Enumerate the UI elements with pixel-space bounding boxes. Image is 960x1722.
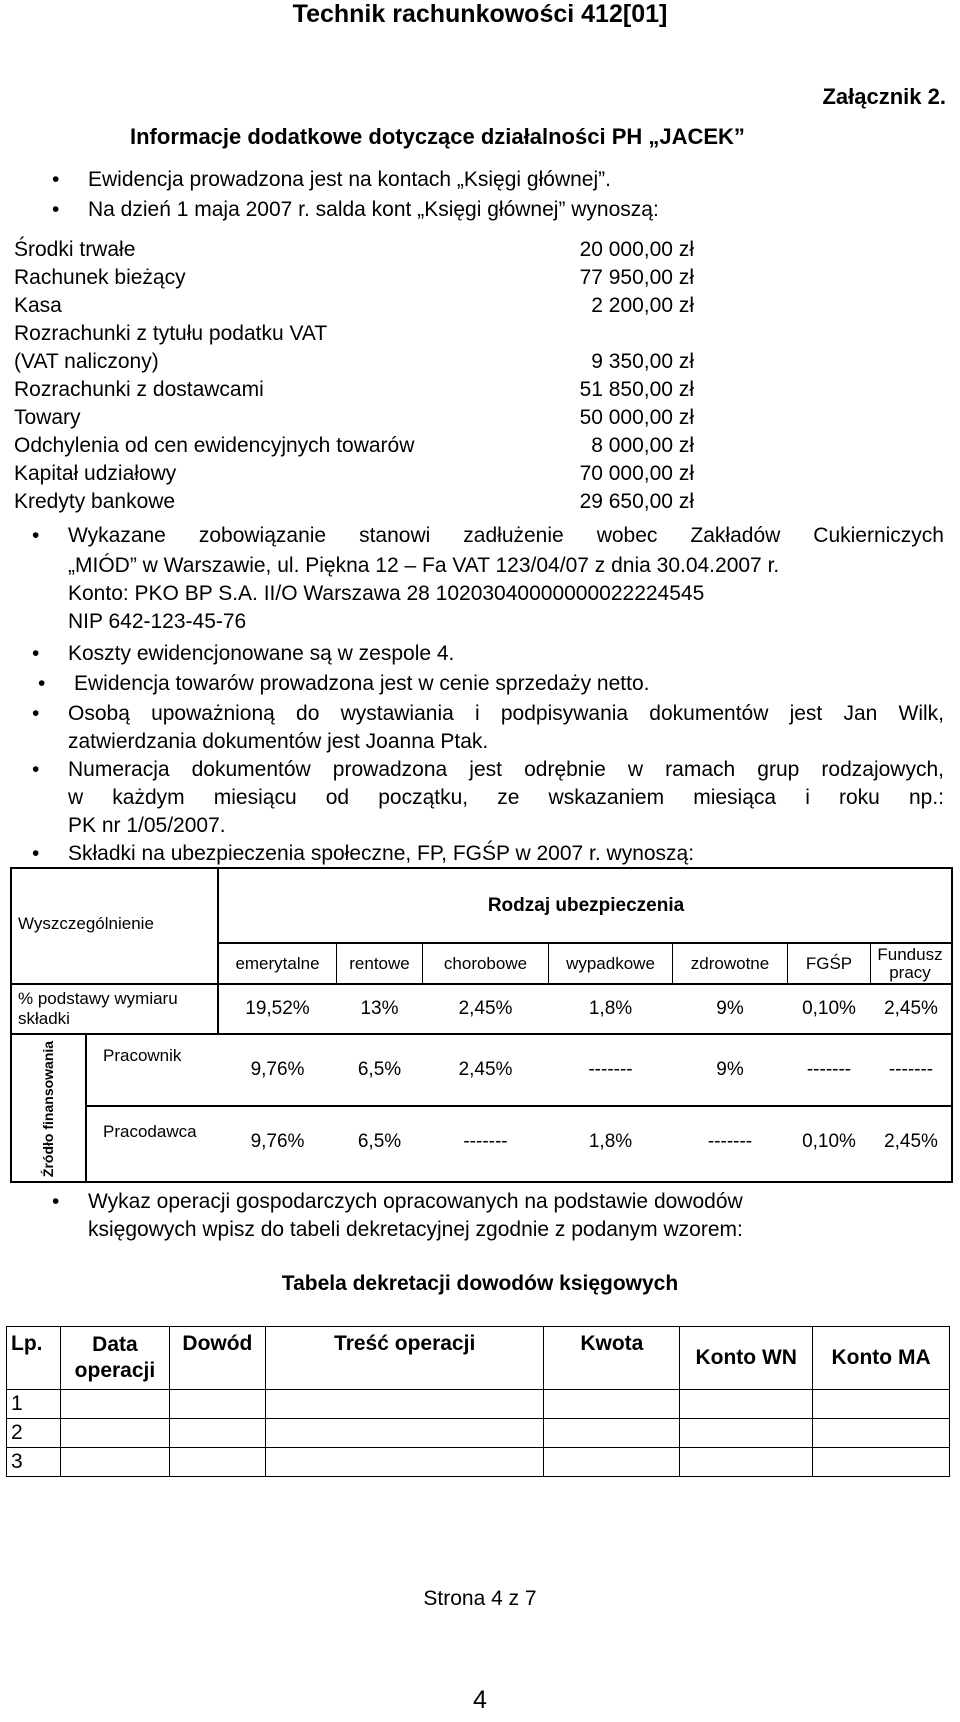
account-row-price-deviations <box>14 434 694 462</box>
bullet-register-2: księgowych wpisz do tabeli dekretacyjnej zgodnie z podanym wzorem: <box>88 1218 743 1241</box>
account-row-bank-loans <box>14 490 694 518</box>
bullet-goods-valuation: • Ewidencja towarów prowadzona jest w cenie sprzedaży netto. <box>74 670 649 698</box>
account-name: Odchylenia od cen ewidencyjnych towarów <box>14 434 415 457</box>
ledger-cell <box>680 1419 813 1448</box>
employee-value-pension: 9,76% <box>250 1059 305 1080</box>
ledger-row <box>7 1390 950 1419</box>
bullet-contributions: • Składki na ubezpieczenia społeczne, FP, FGŚP w 2007 r. wynoszą: <box>68 840 694 868</box>
base-value-accident: 1,8% <box>588 998 633 1019</box>
col-header-disability: rentowe <box>349 953 410 973</box>
account-balance: 8 000,00 zł <box>591 434 694 457</box>
employee-value-labour-fund: ------- <box>888 1059 934 1080</box>
liability-line-1: • Wykazane zobowiązanie stanowi zadłużenie wobec Zakładów Cukierniczych <box>68 522 944 550</box>
base-value-sickness: 2,45% <box>458 998 513 1019</box>
ledger-col-credit: Konto MA <box>813 1327 950 1390</box>
bullet-authorized-person-2: zatwierdzania dokumentów jest Joanna Ptak. <box>68 730 489 753</box>
ledger-col-description: Treść operacji <box>265 1327 544 1390</box>
col-header-fgsp: FGŚP <box>805 953 853 973</box>
account-name: Kredyty bankowe <box>14 490 176 513</box>
account-balance: 77 950,00 zł <box>579 266 694 289</box>
row-label-base-percent: % podstawy wymiaru składki <box>18 989 178 1028</box>
employee-value-fgsp: ------- <box>806 1059 852 1080</box>
employer-value-disability: 6,5% <box>357 1131 402 1152</box>
financing-source-label-cell <box>12 1035 85 1183</box>
account-balance: 20 000,00 zł <box>579 238 694 261</box>
ledger-cell <box>169 1448 265 1477</box>
account-name: Kapitał udziałowy <box>14 462 177 485</box>
ledger-cell <box>813 1419 950 1448</box>
employer-value-pension: 9,76% <box>250 1131 305 1152</box>
account-balance: 29 650,00 zł <box>579 490 694 513</box>
employee-value-health: 9% <box>716 1059 744 1080</box>
ledger-header-row <box>7 1327 950 1390</box>
col-header-accident: wypadkowe <box>566 953 655 973</box>
base-value-labour-fund: 2,45% <box>884 998 938 1019</box>
footer-page-number: 4 <box>473 1686 487 1714</box>
account-balance: 50 000,00 zł <box>579 406 694 429</box>
section-heading: Informacje dodatkowe dotyczące działalności PH „JACEK” <box>130 124 745 149</box>
bullet-numbering-2: w każdym miesiącu od początku, ze wskazaniem miesiąca i roku np.: <box>68 786 944 809</box>
account-row-suppliers <box>14 378 694 406</box>
account-name: Rozrachunki z tytułu podatku VAT <box>14 322 328 345</box>
account-row-goods <box>14 406 694 434</box>
account-name: Towary <box>14 406 81 429</box>
account-row-vat <box>14 322 694 350</box>
account-balance: 9 350,00 zł <box>591 350 694 373</box>
account-row-current-account <box>14 266 694 294</box>
ledger-row-number: 1 <box>7 1390 61 1419</box>
page-indicator: Strona 4 z 7 <box>423 1587 537 1610</box>
ledger-cell <box>60 1448 169 1477</box>
liability-line-2: „MIÓD” w Warszawie, ul. Piękna 12 – Fa VAT 123/04/07 z dnia 30.04.2007 r. <box>68 554 780 577</box>
ledger-col-no: Lp. <box>7 1327 61 1390</box>
col-header-labour-fund: Fundusz pracy <box>877 944 943 982</box>
bullet-ledger-info: • Ewidencja prowadzona jest na kontach „Księgi głównej”. <box>88 166 611 194</box>
ledger-col-amount: Kwota <box>544 1327 680 1390</box>
account-row-fixed-assets <box>14 238 694 266</box>
ledger-cell <box>544 1448 680 1477</box>
ledger-cell <box>169 1419 265 1448</box>
ledger-cell <box>265 1419 544 1448</box>
ledger-cell <box>60 1390 169 1419</box>
ledger-table <box>6 1326 950 1477</box>
ledger-col-date: Data operacji <box>60 1327 169 1390</box>
bullet-balances-info: • Na dzień 1 maja 2007 r. salda kont „Księgi głównej” wynoszą: <box>88 196 659 224</box>
account-name: (VAT naliczony) <box>14 350 159 373</box>
liability-bank-account: Konto: PKO BP S.A. II/O Warszawa 28 10203040000000022224545 <box>68 582 705 605</box>
employer-value-health: ------- <box>707 1131 753 1152</box>
ledger-cell <box>544 1390 680 1419</box>
col-header-sickness: chorobowe <box>443 953 528 973</box>
bullet-register-1: • Wykaz operacji gospodarczych opracowanych na podstawie dowodów <box>88 1188 743 1216</box>
account-row-vat-input <box>14 350 694 378</box>
account-row-cash <box>14 294 694 322</box>
row-label-employee: Pracownik <box>103 1046 182 1065</box>
employee-value-sickness: 2,45% <box>458 1059 513 1080</box>
ledger-cell <box>813 1448 950 1477</box>
bullet-costs: • Koszty ewidencjonowane są w zespole 4. <box>68 640 454 668</box>
ledger-cell <box>544 1419 680 1448</box>
row-label-employer: Pracodawca <box>103 1122 197 1141</box>
account-balance: 51 850,00 zł <box>579 378 694 401</box>
ledger-cell <box>813 1390 950 1419</box>
ledger-row <box>7 1448 950 1477</box>
ledger-cell <box>680 1448 813 1477</box>
ledger-table-title: Tabela dekretacji dowodów księgowych <box>281 1272 679 1295</box>
account-balance: 70 000,00 zł <box>579 462 694 485</box>
employee-value-accident: ------- <box>588 1059 633 1080</box>
base-value-disability: 13% <box>360 998 399 1019</box>
base-value-fgsp: 0,10% <box>802 998 856 1019</box>
employer-value-fgsp: 0,10% <box>802 1131 856 1152</box>
ledger-cell <box>60 1419 169 1448</box>
bullet-authorized-person-1: • Osobą upoważnioną do wystawiania i podpisywania dokumentów jest Jan Wilk, <box>68 700 944 728</box>
bullet-numbering-1: • Numeracja dokumentów prowadzona jest odrębnie w ramach grup rodzajowych, <box>68 756 944 784</box>
account-name: Kasa <box>14 294 62 317</box>
ledger-cell <box>680 1390 813 1419</box>
ledger-row <box>7 1419 950 1448</box>
ledger-col-document: Dowód <box>169 1327 265 1390</box>
specification-header: Wyszczególnienie <box>18 914 154 933</box>
employer-value-sickness: ------- <box>463 1131 508 1152</box>
liability-nip: NIP 642-123-45-76 <box>68 610 247 633</box>
ledger-cell <box>265 1448 544 1477</box>
ledger-cell <box>169 1390 265 1419</box>
insurance-type-header: Rodzaj ubezpieczenia <box>487 894 685 916</box>
ledger-row-number: 3 <box>7 1448 61 1477</box>
col-header-pension: emerytalne <box>235 953 320 973</box>
employer-value-labour-fund: 2,45% <box>884 1131 938 1152</box>
insurance-table <box>10 867 953 1183</box>
account-balance: 2 200,00 zł <box>591 294 694 317</box>
employer-value-accident: 1,8% <box>588 1131 633 1152</box>
ledger-row-number: 2 <box>7 1419 61 1448</box>
account-name: Środki trwałe <box>14 238 136 261</box>
account-name: Rachunek bieżący <box>14 266 186 289</box>
ledger-col-debit: Konto WN <box>680 1327 813 1390</box>
ledger-cell <box>265 1390 544 1419</box>
account-name: Rozrachunki z dostawcami <box>14 378 264 401</box>
bullet-numbering-3: PK nr 1/05/2007. <box>68 814 226 837</box>
employee-value-disability: 6,5% <box>357 1059 402 1080</box>
attachment-label: Załącznik 2. <box>822 84 946 109</box>
document-header-title: Technik rachunkowości 412[01] <box>292 0 668 28</box>
base-value-health: 9% <box>716 998 744 1019</box>
account-row-share-capital <box>14 462 694 490</box>
col-header-health: zdrowotne <box>690 953 770 973</box>
financing-source-label: Źródło finansowania <box>40 1040 57 1178</box>
base-value-pension: 19,52% <box>245 998 310 1019</box>
